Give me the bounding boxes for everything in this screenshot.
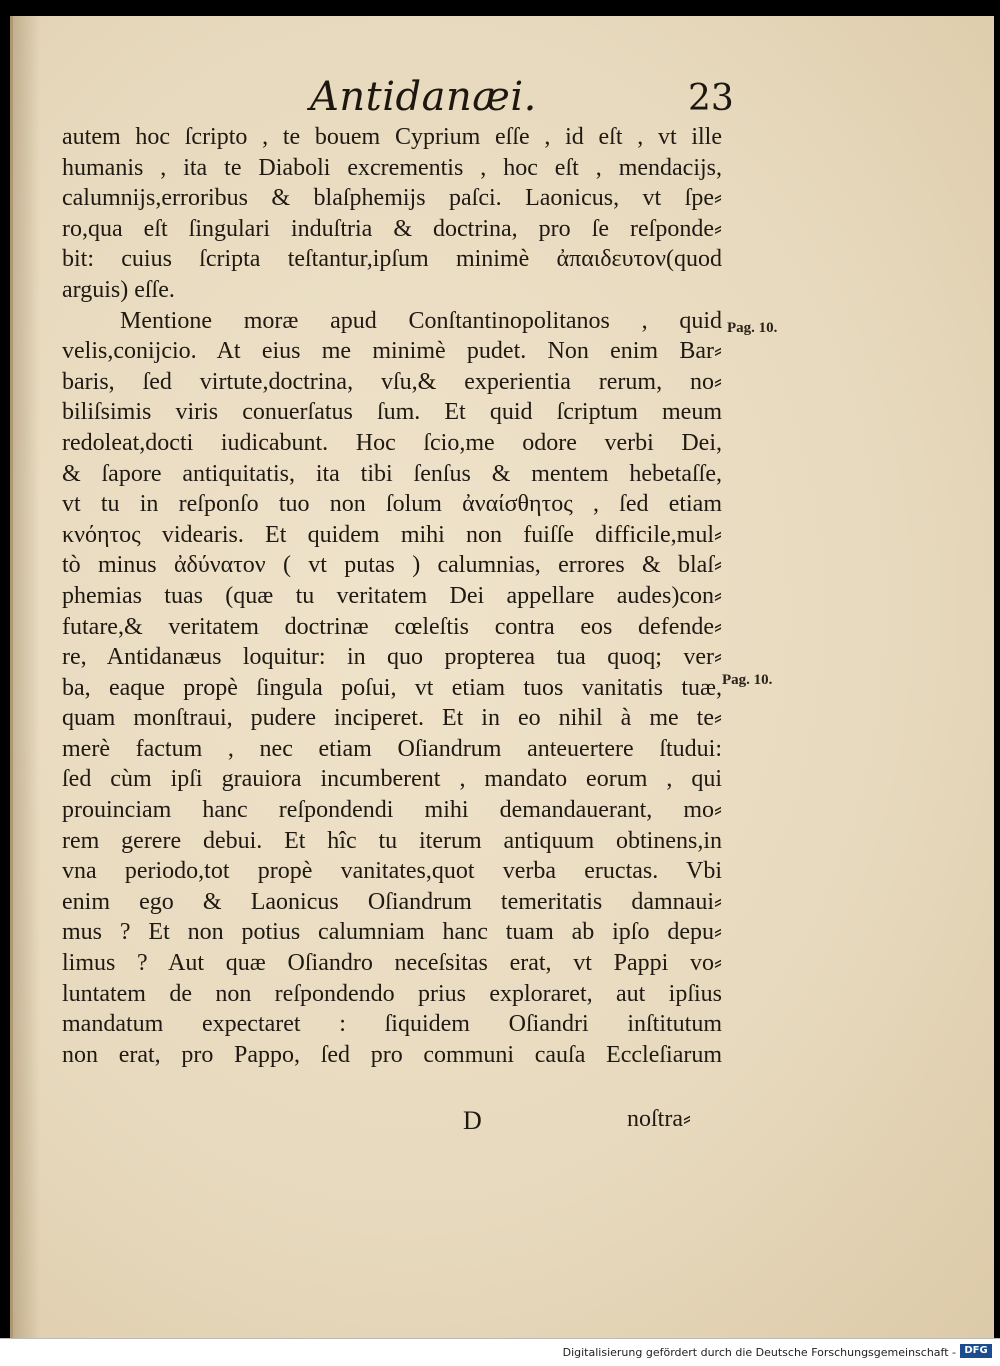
text-line: baris, ſed virtute,doctrina, vſu,& experientia rerum, no⸗ (62, 368, 722, 395)
funding-credit: Digitalisierung gefördert durch die Deutsche Forschungsgemeinschaft - (562, 1346, 956, 1359)
text-line: ſed cùm ipſi grauiora incumberent , mandato eorum , qui (62, 766, 722, 793)
text-line: phemias tuas (quæ tu veritatem Dei appellare audes)con⸗ (62, 582, 722, 609)
text-line: autem hoc ſcripto , te bouem Cyprium eſſe , id eſt , vt ille (62, 124, 722, 150)
dfg-logo-icon: DFG (960, 1344, 992, 1358)
text-line: κνόητος videaris. Et quidem mihi non fuiſſe difficile,mul⸗ (62, 521, 722, 548)
digitization-footer (0, 1338, 1000, 1366)
text-line: non erat, pro Pappo, ſed pro communi cauſa Eccleſiarum (62, 1041, 722, 1068)
margin-note: Pag. 10. (722, 672, 773, 688)
text-line: biliſsimis viris conuerſatus ſum. Et quid ſcriptum meum (62, 399, 722, 426)
text-line: futare,& veritatem doctrinæ cœleſtis contra eos defende⸗ (62, 613, 722, 640)
gutter-shadow (10, 16, 40, 1338)
text-line: merè factum , nec etiam Oſiandrum anteuertere ſtudui: (62, 735, 722, 762)
footer-divider (0, 1338, 1000, 1339)
text-line: bit: cuius ſcripta teſtantur,ipſum minimè ἀπαιδευτον(quod (62, 246, 722, 273)
text-line: & ſapore antiquitatis, ita tibi ſenſus & mentem hebetaſſe, (62, 460, 722, 487)
text-line: limus ? Aut quæ Oſiandro neceſsitas erat, vt Pappi vo⸗ (62, 950, 722, 977)
text-line: mandatum expectaret : ſiquidem Oſiandri inſtitutum (62, 1011, 722, 1038)
margin-note: Pag. 10. (727, 320, 778, 336)
text-line: mus ? Et non potius calumniam hanc tuam ab ipſo depu⸗ (62, 919, 722, 946)
text-line: re, Antidanæus loquitur: in quo propterea tua quoq; ver⸗ (62, 644, 722, 671)
text-line: humanis , ita te Diaboli excrementis , hoc eſt , mendacijs, (62, 154, 722, 181)
text-line: velis,conijcio. At eius me minimè pudet. Non enim Bar⸗ (62, 338, 722, 365)
text-line: vt tu in reſponſo tuo non ſolum ἀναίσθητος , ſed etiam (62, 491, 722, 518)
text-line: enim ego & Laonicus Oſiandrum temeritatis damnaui⸗ (62, 888, 722, 915)
text-line: tò minus ἀδύνατον ( vt putas ) calumnias, errores & blaſ⸗ (62, 552, 722, 579)
running-head: Antidanæi. (310, 74, 537, 120)
text-line: vna periodo,tot propè vanitates,quot verba eructas. Vbi (62, 858, 722, 885)
text-line: arguis) eſſe. (62, 276, 175, 303)
catchword: noſtra⸗ (627, 1106, 691, 1132)
text-line: rem gerere debui. Et hîc tu iterum antiquum obtinens,in (62, 827, 722, 854)
text-line: ro,qua eſt ſingulari induſtria & doctrina, pro ſe reſponde⸗ (62, 215, 722, 242)
signature-mark: D (463, 1106, 482, 1135)
text-line: Mentione moræ apud Conſtantinopolitanos , quid (120, 307, 722, 334)
text-line: luntatem de non reſpondendo prius exploraret, aut ipſius (62, 980, 722, 1007)
text-line: ba, eaque propè ſingula poſui, vt etiam tuos vanitatis tuæ, (62, 674, 722, 701)
page-number: 23 (688, 78, 734, 119)
text-line: calumnijs,erroribus & blaſphemijs paſci. Laonicus, vt ſpe⸗ (62, 185, 722, 212)
text-line: redoleat,docti iudicabunt. Hoc ſcio,me odore verbi Dei, (62, 429, 722, 456)
text-line: prouinciam hanc reſpondendi mihi demandauerant, mo⸗ (62, 797, 722, 824)
text-line: quam monſtraui, pudere inciperet. Et in eo nihil à me te⸗ (62, 705, 722, 732)
body-text (62, 122, 722, 1070)
